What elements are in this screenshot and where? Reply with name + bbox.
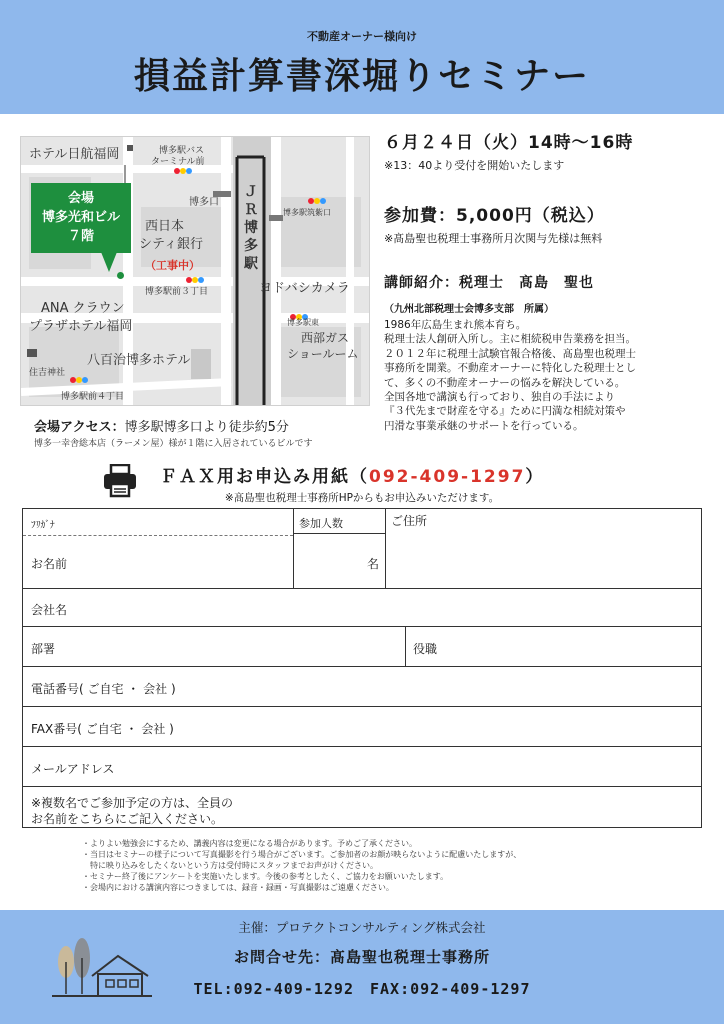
map-label-hachiyo: 八百治博多ホテル bbox=[87, 353, 191, 368]
event-fee-note: ※髙島聖也税理士事務所月次関与先様は無料 bbox=[384, 232, 603, 245]
venue-callout-pointer bbox=[101, 252, 117, 272]
note-item: 特に映り込みをしたくないという方は受付時にスタッフまでお声がけください。 bbox=[82, 861, 378, 870]
participants-label: 参加人数 bbox=[299, 517, 343, 530]
venue-access-text: 博多駅博多口より徒歩約5分 bbox=[124, 420, 289, 435]
venue-access bbox=[34, 416, 289, 435]
host-organization: 主催：プロテクトコンサルティング株式会社 bbox=[238, 920, 486, 935]
notes-list bbox=[82, 838, 521, 893]
map-label-jr-station: ＪＲ博多駅 bbox=[244, 184, 258, 272]
note-item: ・よりよい勉強会にするため、講義内容は変更になる場合があります。予めご了承ください。 bbox=[82, 839, 418, 848]
department-label: 部署 bbox=[31, 642, 56, 656]
map-label-nishinippon-1: 西日本 bbox=[145, 219, 185, 234]
map-label-hakata-bus: 博多駅バス bbox=[159, 146, 205, 156]
bio-line: 事務所を開業。不動産オーナーに特化した税理士とし bbox=[384, 362, 636, 375]
bio-line: 1986年広島生まれ熊本育ち。 bbox=[384, 319, 527, 331]
house-icon bbox=[52, 936, 152, 1002]
fax-form-title bbox=[160, 462, 544, 487]
application-form bbox=[22, 508, 702, 828]
fax-title-suffix: ） bbox=[525, 467, 545, 487]
footer-banner bbox=[0, 910, 724, 1024]
venue-callout-line3: ７階 bbox=[67, 229, 94, 244]
venue-map bbox=[20, 136, 370, 406]
participants-unit: 名 bbox=[367, 557, 380, 571]
bio-line: て、多くの不動産オーナーの悩みを解決している。 bbox=[384, 376, 626, 389]
venue-access-label: 会場アクセス： bbox=[34, 420, 125, 435]
position-label: 役職 bbox=[413, 642, 438, 656]
fax-form-note: ※髙島聖也税理士事務所HPからもお申込みいただけます。 bbox=[224, 492, 500, 504]
company-label: 会社名 bbox=[31, 603, 68, 617]
map-label-nishibu-gas-1: 西部ガス bbox=[301, 331, 350, 345]
map-label-ana-2: プラザホテル福岡 bbox=[29, 319, 133, 334]
fax-number-label: FAX番号( ご自宅 ・ 会社 ) bbox=[31, 722, 174, 736]
map-label-hakata-guchi: 博多口 bbox=[189, 197, 219, 208]
bio-line: ２０１２年に税理士試験官報合格後、髙島聖也税理士 bbox=[384, 347, 636, 360]
lecturer-bio bbox=[384, 318, 710, 433]
map-label-nishinippon-2: シティ銀行 bbox=[139, 237, 203, 252]
note-item: ・セミナー終了後にアンケートを実施いたします。今後の参考としたく、ご協力をお願いいたします。 bbox=[82, 872, 449, 881]
bio-line: 税理士法人創研入所し。主に相続税申告業務を担当。 bbox=[384, 333, 636, 346]
map-label-construction: （工事中） bbox=[145, 259, 200, 272]
event-date: ６月２４日（火）14時〜16時 bbox=[384, 133, 634, 153]
contact-office: お問合せ先：髙島聖也税理士事務所 bbox=[233, 948, 490, 966]
event-date-note: ※13：40より受付を開始いたします bbox=[384, 159, 565, 172]
map-label-hakata-east: 博多駅東 bbox=[287, 318, 319, 327]
map-label-sumiyoshi: 住吉神社 bbox=[29, 368, 66, 378]
multi-name-note-2: お名前をこちらにご記入ください。 bbox=[31, 812, 224, 826]
map-label-nishibu-gas-2: ショールーム bbox=[287, 347, 359, 361]
furigana-label: ﾌﾘｶﾞﾅ bbox=[31, 520, 55, 531]
map-label-chikushi: 博多駅筑紫口 bbox=[283, 208, 331, 217]
venue-location-marker bbox=[117, 272, 124, 279]
map-label-bus-terminal: ターミナル前 bbox=[151, 157, 205, 167]
lecturer-heading: 講師紹介：税理士 髙島 聖也 bbox=[384, 275, 594, 291]
map-label-hotel-nikko: ホテル日航福岡 bbox=[29, 147, 120, 162]
bio-line: 円滑な事業承継のサポートを行っている。 bbox=[384, 419, 584, 432]
venue-access-note: 博多一幸舎総本店（ラーメン屋）様が１階に入居されているビルです bbox=[34, 439, 313, 449]
venue-callout-line1: 会場 bbox=[67, 191, 94, 206]
phone-label: 電話番号( ご自宅 ・ 会社 ) bbox=[31, 682, 176, 696]
map-label-hakata-ekimae3: 博多駅前３丁目 bbox=[145, 287, 209, 297]
contact-phone-fax: TEL:092-409-1292 FAX:092-409-1297 bbox=[193, 980, 531, 998]
page-title: 損益計算書深堀りセミナー bbox=[133, 56, 590, 97]
fax-title-prefix: ＦＡＸ用お申込み用紙（ bbox=[160, 467, 369, 487]
header-pre-title: 不動産オーナー様向け bbox=[307, 30, 417, 43]
map-label-hakata-ekimae4: 博多駅前４丁目 bbox=[61, 392, 125, 402]
venue-callout bbox=[31, 183, 131, 253]
event-fee: 参加費：5,000円（税込） bbox=[384, 206, 605, 226]
address-label: ご住所 bbox=[391, 514, 428, 528]
multi-name-note-1: ※複数名でご参加予定の方は、全員の bbox=[31, 796, 234, 810]
lecturer-organization: （九州北部税理士会博多支部 所属） bbox=[384, 304, 554, 315]
email-label: メールアドレス bbox=[31, 762, 115, 776]
bio-line: 全国各地で講演も行っており、独自の手法により bbox=[384, 391, 615, 404]
map-label-yodobashi: ヨドバシカメラ bbox=[259, 281, 350, 296]
name-label: お名前 bbox=[31, 557, 68, 571]
fax-number: 092-409-1297 bbox=[369, 467, 526, 487]
note-item: ・当日はセミナーの様子について写真撮影を行う場合がございます。ご参加者のお顔が映らないように配慮いたしますが、 bbox=[82, 850, 522, 859]
bio-line: 『３代先まで財産を守る』ために円満な相続対策や bbox=[384, 405, 626, 418]
venue-callout-line2: 博多光和ビル bbox=[41, 210, 120, 225]
header-banner bbox=[0, 0, 724, 114]
note-item: ・会場内における講演内容につきましては、録音・録画・写真撮影はご遠慮ください。 bbox=[82, 883, 394, 892]
map-label-ana-1: ANA クラウン bbox=[41, 301, 125, 316]
